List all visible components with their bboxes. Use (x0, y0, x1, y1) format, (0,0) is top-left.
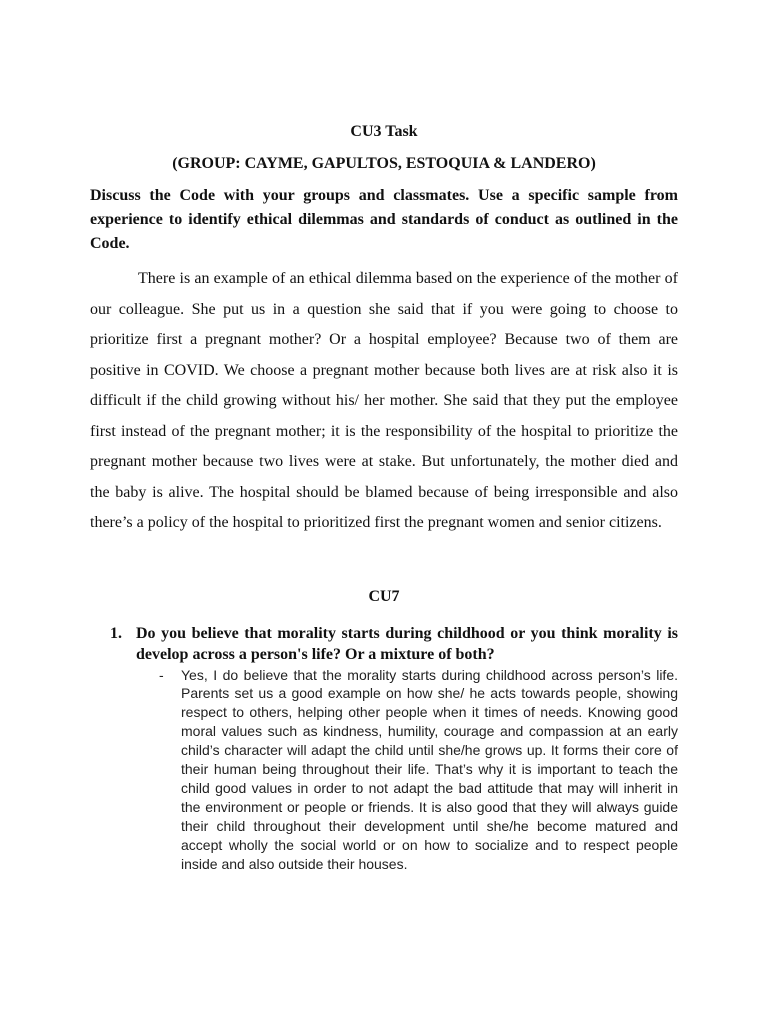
group-members-heading: (GROUP: CAYME, GAPULTOS, ESTOQUIA & LANDERO) (172, 155, 596, 172)
cu7-title: CU7 (368, 587, 400, 605)
cu3-title: CU3 Task (350, 123, 418, 140)
question-number: 1. (110, 624, 122, 642)
answer-bullet: - (159, 666, 164, 683)
ethical-dilemma-paragraph: There is an example of an ethical dilemma based on the experience of the mother of our colleague. She put us in a question she said that if you were going to choose to prioritize first a pregnant mother? Or a hospital employee? Because two of them are positive in COVID. We choose a pregnant mother because both lives are at risk also it is difficult if the child growing without his/ her mother. She said that they put the employee first instead of the pregnant mother; it is the responsibility of the hospital to prioritize the pregnant mother because two lives were at stake. But unfortunately, the mother died and the baby is alive. The hospital should be blamed because of being irresponsible and also there’s a policy of the hospital to prioritized first the pregnant women and senior citizens. (90, 270, 678, 531)
question-item (90, 623, 678, 665)
question-text: Do you believe that morality starts during childhood or you think morality is develop across a person's life? Or a mixture of both? (136, 624, 678, 663)
task-prompt: Discuss the Code with your groups and classmates. Use a specific sample from experience to identify ethical dilemmas and standards of conduct as outlined in the Code. (90, 187, 678, 252)
answer-item (90, 666, 678, 874)
document-page (90, 122, 678, 873)
answer-text: Yes, I do believe that the morality starts during childhood across person’s life. Parents set us a good example on how she/ he acts towards people, showing respect to others, helping other people when it times of needs. Knowing good moral values such as kindness, humility, courage and compassion at an early child’s character will adapt the child until she/he grows up. It forms their core of their human being throughout their life. That’s why it is important to teach the child good values in order to not adapt the bad attitude that may will inherit in the environment or people or friends. It is also good that they will always guide their child throughout their development until she/he become matured and accept wholly the social world or on how to socialize and to respect people inside and also outside their houses. (181, 666, 678, 872)
